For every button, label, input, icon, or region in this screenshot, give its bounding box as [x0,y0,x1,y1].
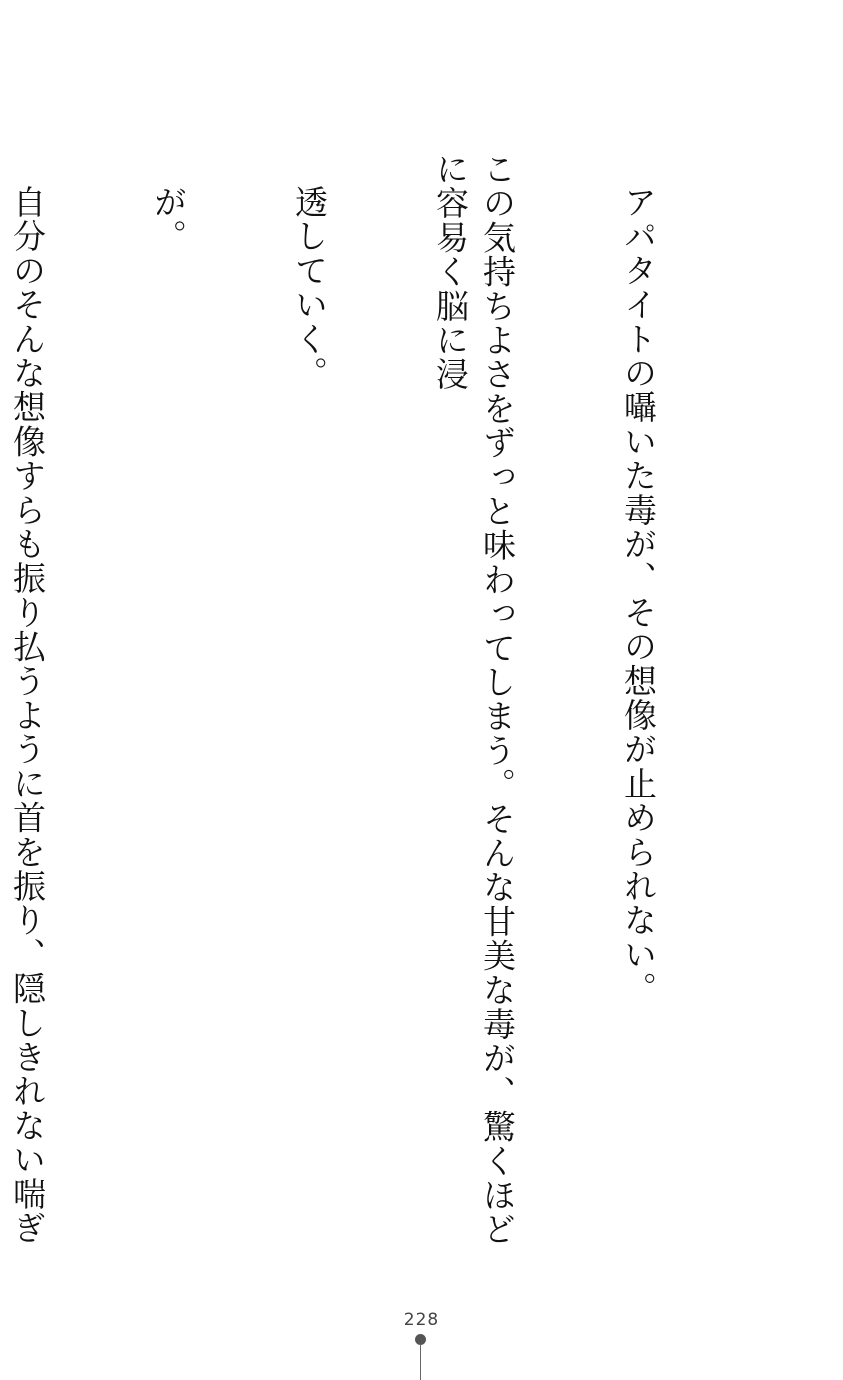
text-line: アパタイトの囁いた毒が、その想像が止められない。 [619,185,658,1006]
page-number: 228 [403,1310,440,1330]
body-text [8,152,756,1252]
page-marker-line [420,1344,421,1380]
text-line: が。 [149,185,188,254]
text-line: 透していく。 [290,185,329,391]
page-footer [0,1308,843,1378]
text-line: 自分のそんな想像すらも振り払うように首を振り、隠しきれない喘ぎ [8,185,47,1246]
text-line: この気持ちよさをずっと味わってしまう。そんな甘美な毒が、驚くほどに容易く脳に浸 [431,152,517,1247]
